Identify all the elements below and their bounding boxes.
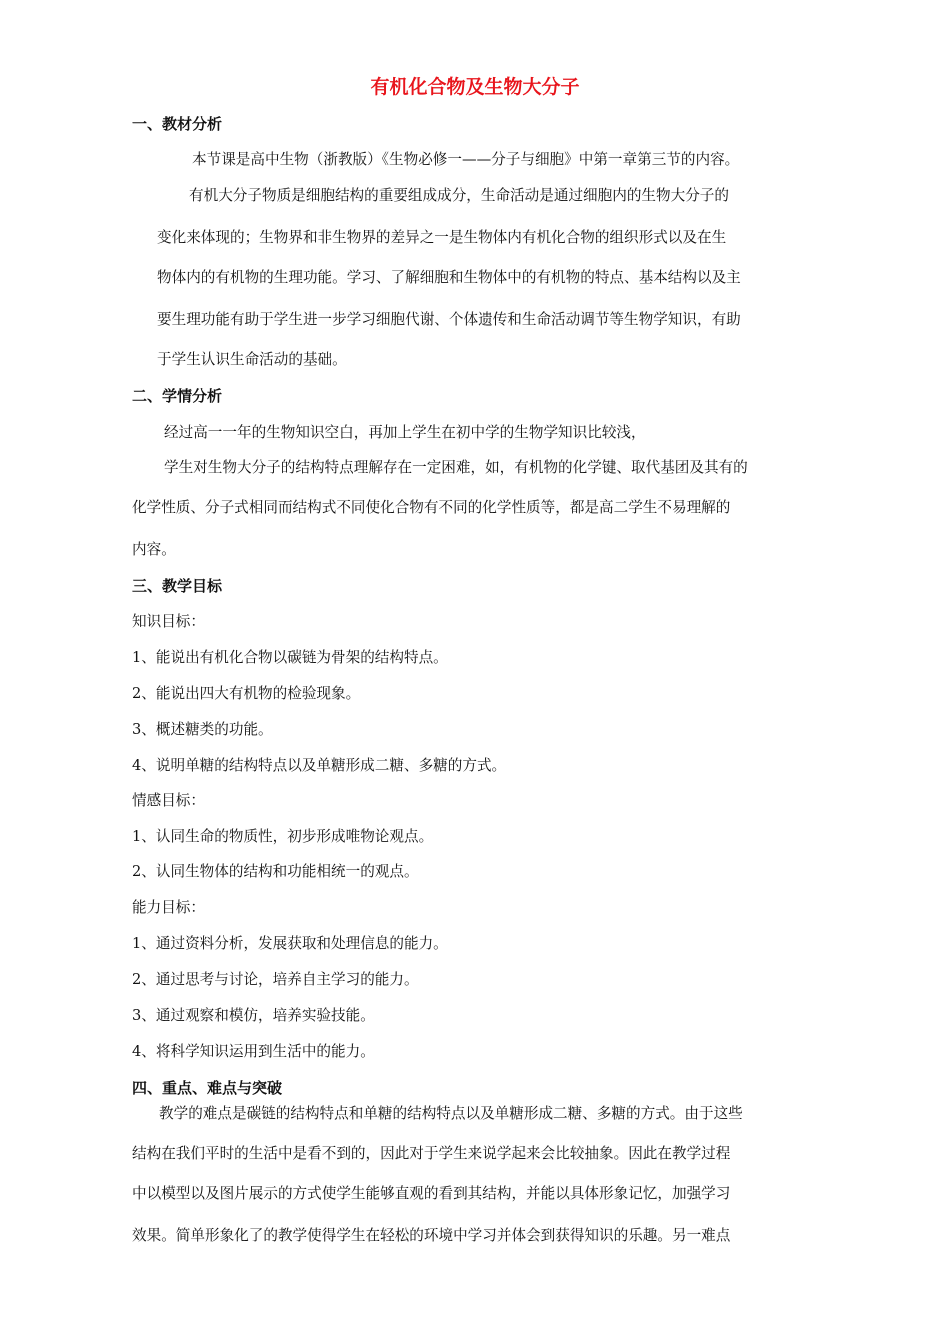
paragraph-line: 本节课是高中生物（浙教版）《生物必修一——分子与细胞》中第一章第三节的内容。 xyxy=(192,151,740,168)
document-title: 有机化合物及生物大分子 xyxy=(370,76,580,98)
list-item: 3、概述糖类的功能。 xyxy=(132,721,273,738)
paragraph-line: 化学性质、分子式相同而结构式不同使化合物有不同的化学性质等，都是高二学生不易理解的 xyxy=(132,499,731,516)
subheading-emotion-goals: 情感目标： xyxy=(132,792,205,809)
paragraph-line: 教学的难点是碳链的结构特点和单糖的结构特点以及单糖形成二糖、多糖的方式。由于这些 xyxy=(159,1105,743,1122)
paragraph-line: 学生对生物大分子的结构特点理解存在一定困难，如，有机物的化学键、取代基团及其有的 xyxy=(164,459,748,476)
list-item: 3、通过观察和模仿，培养实验技能。 xyxy=(132,1007,375,1024)
paragraph-line: 变化来体现的；生物界和非生物界的差异之一是生物体内有机化合物的组织形式以及在生 xyxy=(157,229,727,246)
section-heading-student-analysis: 二、学情分析 xyxy=(132,387,223,405)
list-item: 2、能说出四大有机物的检验现象。 xyxy=(132,685,361,702)
paragraph-line: 经过高一一年的生物知识空白，再加上学生在初中学的生物学知识比较浅， xyxy=(164,424,646,441)
paragraph-line: 于学生认识生命活动的基础。 xyxy=(157,351,347,368)
list-item: 1、能说出有机化合物以碳链为骨架的结构特点。 xyxy=(132,649,448,666)
list-item: 4、将科学知识运用到生活中的能力。 xyxy=(132,1043,375,1060)
section-heading-textbook-analysis: 一、教材分析 xyxy=(132,115,223,133)
list-item: 4、说明单糖的结构特点以及单糖形成二糖、多糖的方式。 xyxy=(132,757,507,774)
list-item: 1、认同生命的物质性，初步形成唯物论观点。 xyxy=(132,828,434,845)
subheading-ability-goals: 能力目标： xyxy=(132,899,205,916)
paragraph-line: 要生理功能有助于学生进一步学习细胞代谢、个体遗传和生命活动调节等生物学知识，有助 xyxy=(157,311,741,328)
paragraph-line: 效果。简单形象化了的教学使得学生在轻松的环境中学习并体会到获得知识的乐趣。另一难点 xyxy=(132,1227,731,1244)
subheading-knowledge-goals: 知识目标： xyxy=(132,613,205,630)
section-heading-key-points: 四、重点、难点与突破 xyxy=(132,1079,283,1097)
section-heading-teaching-goals: 三、教学目标 xyxy=(132,577,223,595)
paragraph-line: 物体内的有机物的生理功能。学习、了解细胞和生物体中的有机物的特点、基本结构以及主 xyxy=(157,269,741,286)
paragraph-line: 中以模型以及图片展示的方式使学生能够直观的看到其结构，并能以具体形象记忆，加强学习 xyxy=(132,1185,731,1202)
list-item: 2、认同生物体的结构和功能相统一的观点。 xyxy=(132,863,419,880)
paragraph-line: 结构在我们平时的生活中是看不到的，因此对于学生来说学起来会比较抽象。因此在教学过程 xyxy=(132,1145,731,1162)
paragraph-line: 内容。 xyxy=(132,541,176,558)
list-item: 1、通过资料分析，发展获取和处理信息的能力。 xyxy=(132,935,448,952)
paragraph-line: 有机大分子物质是细胞结构的重要组成成分，生命活动是通过细胞内的生物大分子的 xyxy=(189,187,729,204)
list-item: 2、通过思考与讨论，培养自主学习的能力。 xyxy=(132,971,419,988)
